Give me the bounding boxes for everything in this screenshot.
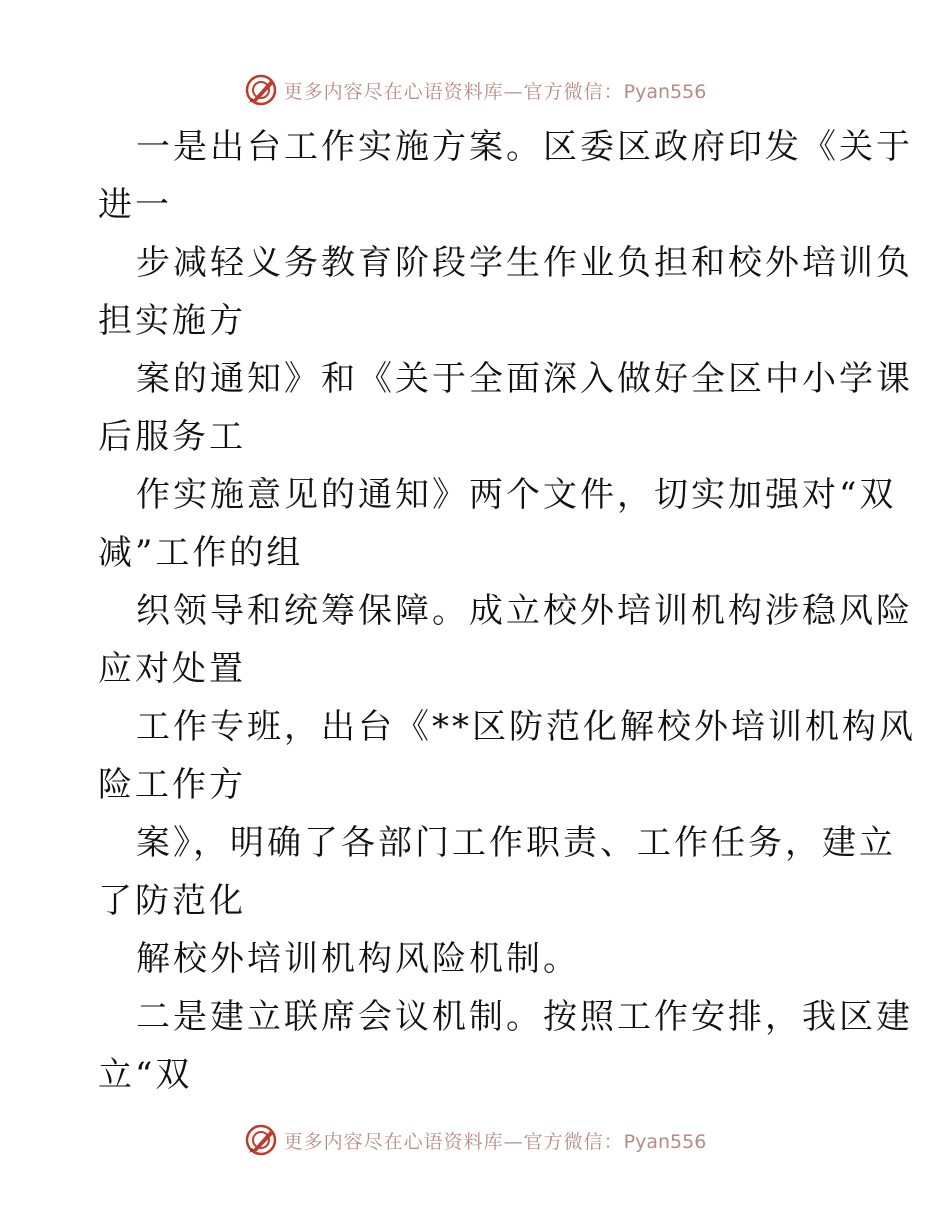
- watermark-text: 更多内容尽在心语资料库—官方微信：Pyan556: [283, 1130, 707, 1153]
- text-line: 险工作方: [98, 765, 246, 805]
- text-line: 案》，明确了各部门工作职责、工作任务，建立: [136, 823, 896, 863]
- text-line: 步减轻义务教育阶段学生作业负担和校外培训负: [136, 243, 913, 283]
- watermark-text: 更多内容尽在心语资料库—官方微信：Pyan556: [283, 80, 707, 103]
- text-line: 减”工作的组: [98, 533, 304, 573]
- text-line: 工作专班，出台《**区防范化解校外培训机构风: [136, 707, 916, 747]
- footer-watermark: [0, 1120, 950, 1160]
- text-line: 进一: [98, 185, 172, 225]
- text-line: 作实施意见的通知》两个文件，切实加强对“双: [136, 475, 897, 515]
- text-line: 解校外培训机构风险机制。: [136, 939, 580, 979]
- text-line: 后服务工: [98, 417, 246, 457]
- pen-logo-icon: [244, 73, 278, 107]
- document-body: [98, 118, 916, 1104]
- text-line: 织领导和统筹保障。成立校外培训机构涉稳风险: [136, 591, 913, 631]
- text-line: 立“双: [98, 1055, 193, 1095]
- text-line: 担实施方: [98, 301, 246, 341]
- pen-logo-icon: [244, 1123, 278, 1157]
- header-watermark: [0, 70, 950, 110]
- text-line: 一是出台工作实施方案。区委区政府印发《关于: [136, 127, 913, 167]
- text-line: 了防范化: [98, 881, 246, 921]
- text-line: 二是建立联席会议机制。按照工作安排，我区建: [136, 997, 913, 1037]
- text-line: 应对处置: [98, 649, 246, 689]
- text-line: 案的通知》和《关于全面深入做好全区中小学课: [136, 359, 913, 399]
